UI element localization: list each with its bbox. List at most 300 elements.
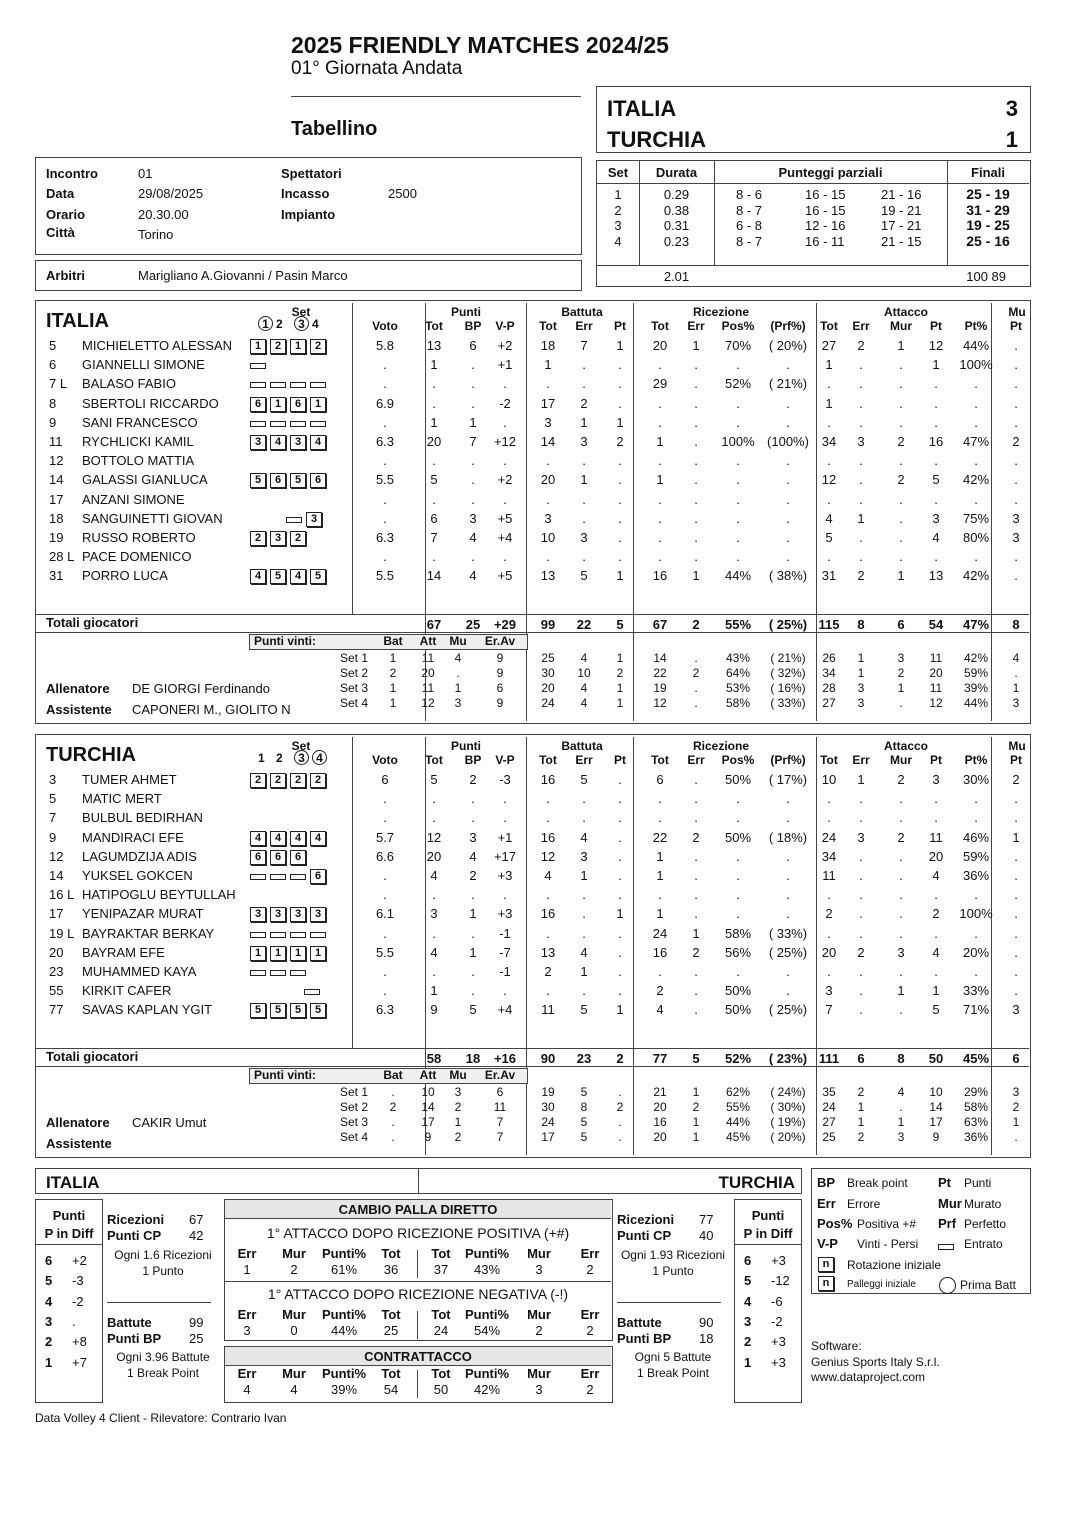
stat-cell: .	[694, 434, 698, 449]
stat-cell: 16	[652, 568, 668, 584]
stat-cell: .	[786, 887, 790, 903]
stat-cell: .	[736, 848, 740, 864]
grid-value: 3	[535, 1262, 543, 1277]
player-number: 7	[49, 810, 57, 826]
impianto-label: Impianto	[281, 207, 336, 222]
stat-cell: .	[899, 357, 903, 373]
stat-cell: .	[471, 453, 475, 469]
report-subtitle: 01° Giornata Andata	[291, 58, 463, 79]
stat-cell: 3	[544, 414, 552, 430]
stat-cell: 10	[540, 530, 556, 545]
stat-cell: 20	[652, 338, 668, 353]
stat-cell: .	[618, 453, 622, 469]
stat-cell: 34	[821, 848, 837, 864]
stat-cell: .	[934, 810, 938, 826]
stat-cell: .	[694, 376, 698, 392]
stat-cell: 12	[540, 848, 556, 864]
stat-cell: 5	[469, 1002, 477, 1018]
stat-cell: .	[546, 925, 550, 941]
totals-cell: 8	[897, 1051, 905, 1066]
totals-cell: 52%	[724, 1051, 752, 1066]
stat-cell: 14	[426, 568, 442, 584]
stat-cell: .	[899, 1002, 903, 1018]
stat-cell: .	[471, 491, 475, 507]
set-row-label: Set 3	[339, 681, 368, 695]
stat-cell: .	[974, 376, 978, 392]
stat-cell: 1	[825, 395, 833, 411]
set-row-label: Set 4	[339, 696, 368, 710]
stat-cell: .	[383, 357, 387, 373]
stat-cell: 9	[430, 1002, 438, 1018]
stat-cell: .	[618, 964, 622, 979]
player-name: BULBUL BEDIRHAN	[82, 810, 203, 826]
stat-cell: 1	[469, 906, 477, 922]
rotation-box: 4	[270, 831, 286, 846]
set-row-cell: 1	[1012, 681, 1020, 695]
set-col-4: 4	[312, 317, 319, 331]
stat-cell: .	[1014, 887, 1018, 903]
stat-cell: .	[618, 376, 622, 392]
stat-cell: .	[899, 925, 903, 941]
rotation-box-icon: n	[818, 1257, 834, 1272]
stat-cell: 2	[897, 772, 905, 787]
stat-cell: .	[899, 453, 903, 469]
stat-cell: .	[694, 772, 698, 787]
stat-cell: .	[503, 376, 507, 392]
stat-cell: .	[618, 810, 622, 826]
rotation-box: 1	[290, 339, 306, 354]
legend-bp: BP	[817, 1175, 836, 1190]
set-row-cell: ( 30%)	[770, 1100, 806, 1114]
stat-cell: .	[974, 395, 978, 411]
player-name: YENIPAZAR MURAT	[82, 906, 204, 922]
grid-header: Err	[580, 1246, 600, 1261]
stat-cell: .	[694, 906, 698, 922]
set-row-cell: 1	[692, 1085, 700, 1099]
stat-cell: .	[786, 810, 790, 826]
diff-rotation: 1	[45, 1354, 53, 1370]
stat-cell: .	[934, 376, 938, 392]
entrato-icon	[270, 932, 286, 938]
set-row-cell: 4	[1012, 651, 1020, 665]
set-number: 1	[614, 187, 622, 202]
home-ricezioni-label: Ricezioni	[107, 1212, 165, 1227]
set-row-cell: .	[694, 651, 698, 665]
totals-cell: 55%	[724, 617, 752, 632]
set-row-cell: 9	[496, 651, 504, 665]
stat-cell: .	[694, 549, 698, 565]
grid-header: Tot	[431, 1307, 451, 1322]
totals-cell: 2	[692, 617, 700, 632]
stat-cell: .	[1014, 964, 1018, 979]
legend-prf-text: Perfetto	[964, 1217, 1007, 1231]
durata-header: Durata	[655, 165, 698, 180]
grid-value: 2	[586, 1323, 594, 1338]
away-points-diff	[734, 1199, 802, 1403]
entrato-icon	[310, 421, 326, 427]
stat-cell: 1	[469, 944, 477, 960]
grid-value: 54%	[473, 1323, 501, 1338]
home-points-diff	[35, 1199, 103, 1403]
stat-cell: 1	[656, 906, 664, 922]
set-row-cell: 20	[653, 1130, 667, 1144]
pos-title: 1° ATTACCO DOPO RICEZIONE POSITIVA (+#)	[266, 1225, 570, 1241]
stat-cell: 4	[469, 530, 477, 545]
stat-cell: .	[1014, 549, 1018, 565]
rotation-box: 1	[270, 397, 286, 412]
away-battute-label: Battute	[617, 1315, 662, 1330]
stat-cell: 1	[430, 414, 438, 430]
stat-cell: .	[899, 491, 903, 507]
entrato-icon	[286, 517, 302, 523]
home-puntibp-label: Punti BP	[107, 1331, 162, 1346]
player-name: PORRO LUCA	[82, 568, 168, 584]
set-row-cell: 30	[541, 1100, 555, 1114]
stat-cell: 1	[430, 357, 438, 373]
stat-cell: 6.6	[375, 848, 395, 864]
pos-col-header: Pos%	[721, 753, 755, 767]
pt-col-header: Pt	[1010, 319, 1022, 333]
set-row-cell: 3	[897, 651, 905, 665]
stat-cell: 7	[580, 338, 588, 353]
diff-value: +3	[771, 1253, 786, 1268]
stat-cell: .	[899, 549, 903, 565]
totals-cell: 8	[1012, 617, 1020, 632]
stat-cell: .	[471, 357, 475, 373]
stat-cell: .	[618, 887, 622, 903]
stat-cell: .	[786, 510, 790, 526]
arbitri-label: Arbitri	[46, 268, 85, 283]
away-ricezioni-value: 77	[699, 1212, 714, 1227]
stat-cell: .	[899, 810, 903, 826]
set-row-cell: 1	[616, 681, 624, 695]
rotation-boxes	[250, 339, 328, 354]
player-number: 28 L	[49, 549, 75, 565]
stat-cell: .	[1014, 983, 1018, 999]
stat-cell: 1	[897, 983, 905, 999]
rotation-boxes	[250, 358, 268, 369]
err-col-header: Err	[687, 753, 705, 767]
stat-cell: 12	[821, 472, 837, 488]
set-row-cell: 1	[389, 651, 397, 665]
stat-cell: 3	[469, 510, 477, 526]
totals-cell: 67	[652, 617, 668, 632]
stat-cell: 4	[932, 530, 940, 545]
stat-cell: 58%	[724, 925, 752, 941]
totals-cell: 23	[576, 1051, 592, 1066]
set-partial-8: 8 - 7	[736, 202, 763, 218]
stat-cell: .	[859, 376, 863, 392]
stat-cell: 1	[1012, 829, 1020, 845]
set-row-cell: 20	[421, 666, 435, 680]
italia-stats-block	[35, 300, 1031, 724]
stat-cell: +4	[497, 530, 513, 545]
stat-cell: .	[432, 376, 436, 392]
stat-cell: 24	[821, 829, 837, 845]
totals-cell: 6	[897, 617, 905, 632]
arbitri-value: Marigliano A.Giovanni / Pasin Marco	[138, 268, 348, 283]
legend-mur: Mur	[938, 1196, 962, 1211]
stat-cell: 4	[580, 829, 588, 845]
rotation-box: 6	[310, 869, 326, 884]
data-value: 29/08/2025	[138, 186, 204, 201]
rotation-boxes	[250, 512, 324, 527]
allenatore-label: Allenatore	[46, 681, 110, 696]
stat-cell: 17	[540, 395, 556, 411]
entrato-icon	[250, 874, 266, 880]
set-row-cell: 44%	[725, 1115, 751, 1129]
stat-cell: 2	[692, 829, 700, 845]
stat-cell: 6	[469, 338, 477, 353]
rotation-box: 2	[290, 773, 306, 788]
entrato-icon	[304, 989, 320, 995]
stat-cell: 1	[616, 906, 624, 922]
stat-cell: .	[582, 906, 586, 922]
set-row-cell: .	[618, 1115, 622, 1129]
set-row-cell: 3	[857, 696, 865, 710]
stat-cell: 24	[652, 925, 668, 941]
set-row-cell: 30	[541, 666, 555, 680]
footer-credit: Data Volley 4 Client - Rilevatore: Contrario Ivan	[35, 1411, 287, 1425]
stat-cell: 1	[616, 568, 624, 584]
set-partial-8: 6 - 8	[736, 218, 763, 233]
stat-cell: .	[974, 810, 978, 826]
rotation-box: 6	[250, 850, 266, 865]
grid-header: Punti%	[322, 1366, 367, 1381]
stat-cell: .	[618, 983, 622, 999]
rotation-boxes	[250, 377, 328, 388]
diff-value: -12	[771, 1273, 790, 1289]
entrato-icon	[270, 421, 286, 427]
rotation-box: 1	[290, 946, 306, 961]
set-partial-21: 17 - 21	[881, 218, 922, 233]
rotation-box: 6	[270, 850, 286, 865]
grid-value: 61%	[330, 1262, 358, 1277]
stat-cell: .	[383, 549, 387, 565]
stat-cell: 1	[932, 983, 940, 999]
stat-cell: .	[546, 491, 550, 507]
stat-cell: .	[1014, 925, 1018, 941]
totals-cell: 25	[465, 617, 481, 632]
set-row-cell: 58%	[963, 1100, 989, 1114]
legend-prima-text: Prima Batt	[960, 1278, 1017, 1292]
stat-cell: .	[658, 791, 662, 807]
allenatore-label: Allenatore	[46, 1115, 110, 1130]
tot-col-header: Tot	[539, 319, 557, 333]
summary-away-name: TURCHIA	[718, 1173, 795, 1192]
set-row-cell: 5	[580, 1085, 588, 1099]
player-name: RYCHLICKI KAMIL	[82, 434, 194, 449]
rotation-box: 4	[250, 831, 266, 846]
stat-cell: 6	[381, 772, 389, 787]
set-col-3: 3	[294, 750, 309, 765]
stat-cell: .	[859, 395, 863, 411]
stat-cell: .	[859, 453, 863, 469]
stat-cell: .	[786, 472, 790, 488]
stat-cell: 6.9	[375, 395, 395, 411]
stat-cell: .	[432, 810, 436, 826]
erav-header: Er.Av	[484, 1068, 516, 1082]
stat-cell: 3	[1012, 1002, 1020, 1018]
stat-cell: .	[827, 964, 831, 979]
stat-cell: .	[934, 453, 938, 469]
orario-value: 20.30.00	[138, 207, 189, 222]
set-row-cell: 7	[496, 1130, 504, 1144]
stat-cell: .	[786, 395, 790, 411]
stat-cell: .	[618, 395, 622, 411]
stat-cell: .	[694, 510, 698, 526]
entrato-icon	[250, 970, 266, 976]
stat-cell: .	[736, 491, 740, 507]
set-row-cell: 28	[822, 681, 836, 695]
stat-cell: 3	[825, 983, 833, 999]
rotation-box: 3	[306, 512, 322, 527]
set-row-cell: ( 21%)	[770, 651, 806, 665]
assistente-label: Assistente	[46, 1136, 112, 1151]
set-row-cell: .	[391, 1115, 395, 1129]
set-row-cell: 59%	[963, 666, 989, 680]
stat-cell: .	[899, 414, 903, 430]
empty-slot	[268, 512, 284, 527]
stat-cell: 20	[426, 434, 442, 449]
set-row-cell: 21	[653, 1085, 667, 1099]
grid-header: Mur	[282, 1246, 306, 1261]
team-name: ITALIA	[46, 310, 109, 332]
err-col-header: Err	[852, 319, 870, 333]
stat-cell: 5	[430, 472, 438, 488]
summary-home-name: ITALIA	[46, 1173, 100, 1192]
grid-value: 25	[383, 1323, 399, 1338]
stat-cell: .	[546, 453, 550, 469]
stat-cell: .	[618, 925, 622, 941]
stat-cell: 1	[656, 434, 664, 449]
attacco-header: Attacco	[883, 739, 928, 753]
set-row-cell: 5	[580, 1130, 588, 1144]
stat-cell: .	[786, 530, 790, 545]
player-number: 14	[49, 868, 64, 883]
stat-cell: +12	[493, 434, 517, 449]
set-row-cell: 3	[454, 1085, 462, 1099]
set-row-cell: 2	[454, 1130, 462, 1144]
totals-cell: ( 23%)	[768, 1051, 808, 1066]
stat-cell: .	[694, 453, 698, 469]
home-pindiff-title: P in Diff	[44, 1226, 94, 1241]
rotation-box: 4	[270, 435, 286, 450]
set-row-cell: 1	[857, 1115, 865, 1129]
assistant-name: CAPONERI M., GIOLITO N	[132, 702, 291, 717]
stat-cell: +3	[497, 868, 513, 883]
stat-cell: .	[899, 791, 903, 807]
stat-cell: .	[582, 357, 586, 373]
set-row-cell: 2	[857, 1085, 865, 1099]
player-name: KIRKIT CAFER	[82, 983, 172, 999]
stat-cell: .	[546, 549, 550, 565]
set-duration: 0.38	[663, 202, 690, 218]
set-row-cell: 1	[857, 666, 865, 680]
stat-cell: .	[383, 414, 387, 430]
stat-cell: .	[432, 964, 436, 979]
stat-cell: -2	[499, 395, 511, 411]
set-partial-21: 21 - 16	[881, 187, 922, 202]
stat-cell: .	[859, 549, 863, 565]
stat-cell: .	[899, 887, 903, 903]
set-row-cell: .	[618, 1130, 622, 1144]
set-row-cell: 4	[580, 696, 588, 710]
stat-cell: ( 18%)	[768, 829, 808, 845]
set-row-cell: 2	[692, 1100, 700, 1114]
err-col-header: Err	[575, 753, 593, 767]
player-number: 20	[49, 944, 64, 960]
home-ricezioni-value: 67	[189, 1212, 204, 1227]
stat-cell: .	[736, 395, 740, 411]
vp-col-header: V-P	[495, 319, 515, 333]
stat-cell: +5	[497, 510, 513, 526]
set-row-cell: 25	[541, 651, 555, 665]
set-row-cell: 55%	[725, 1100, 751, 1114]
stat-cell: 1	[897, 568, 905, 584]
entrato-icon	[250, 421, 266, 427]
stat-cell: 20%	[962, 944, 990, 960]
grid-header: Tot	[431, 1366, 451, 1381]
stat-cell: 11	[929, 829, 943, 845]
rotation-box: 2	[270, 773, 286, 788]
set-number: 2	[614, 202, 622, 218]
legend-prf: Prf	[938, 1216, 957, 1231]
stat-cell: .	[658, 395, 662, 411]
player-name: BOTTOLO MATTIA	[82, 453, 195, 469]
stat-cell: 3	[580, 530, 588, 545]
stat-cell: .	[827, 453, 831, 469]
set-partial-21: 19 - 21	[881, 202, 922, 218]
grid-header: Punti%	[465, 1307, 510, 1322]
neg-title: 1° ATTACCO DOPO RICEZIONE NEGATIVA (-!)	[267, 1286, 569, 1302]
set-row-cell: 7	[496, 1115, 504, 1129]
tabellino-label: Tabellino	[291, 118, 378, 140]
totals-cell: 47%	[962, 617, 990, 632]
set-row-cell: .	[618, 1085, 622, 1099]
stat-cell: .	[618, 868, 622, 883]
stat-cell: .	[974, 549, 978, 565]
grid-value: 2	[290, 1262, 298, 1277]
stat-cell: .	[1014, 357, 1018, 373]
rotation-box: 5	[270, 1003, 286, 1018]
stat-cell: .	[383, 453, 387, 469]
stat-cell: .	[736, 357, 740, 373]
stat-cell: 5.8	[375, 338, 395, 353]
set-col-1: 1	[258, 751, 265, 765]
stat-cell: .	[432, 925, 436, 941]
set-row-cell: 14	[653, 651, 667, 665]
grid-value: 0	[290, 1323, 298, 1338]
stat-cell: .	[582, 376, 586, 392]
diff-value: +3	[771, 1354, 786, 1370]
totals-cell: +29	[493, 617, 517, 632]
stat-cell: .	[1014, 491, 1018, 507]
stat-cell: .	[383, 791, 387, 807]
stat-cell: +1	[497, 829, 513, 845]
rotation-box: 5	[290, 1003, 306, 1018]
stat-cell: .	[786, 906, 790, 922]
stat-cell: 3	[857, 434, 865, 449]
totals-cell: 90	[540, 1051, 556, 1066]
entrato-icon	[290, 421, 306, 427]
stat-cell: 1	[692, 568, 700, 584]
stat-cell: .	[618, 472, 622, 488]
stat-cell: 1	[616, 414, 624, 430]
away-uno-bp: 1 Break Point	[636, 1366, 710, 1380]
rotation-box: 1	[250, 339, 266, 354]
stat-cell: 33%	[962, 983, 990, 999]
